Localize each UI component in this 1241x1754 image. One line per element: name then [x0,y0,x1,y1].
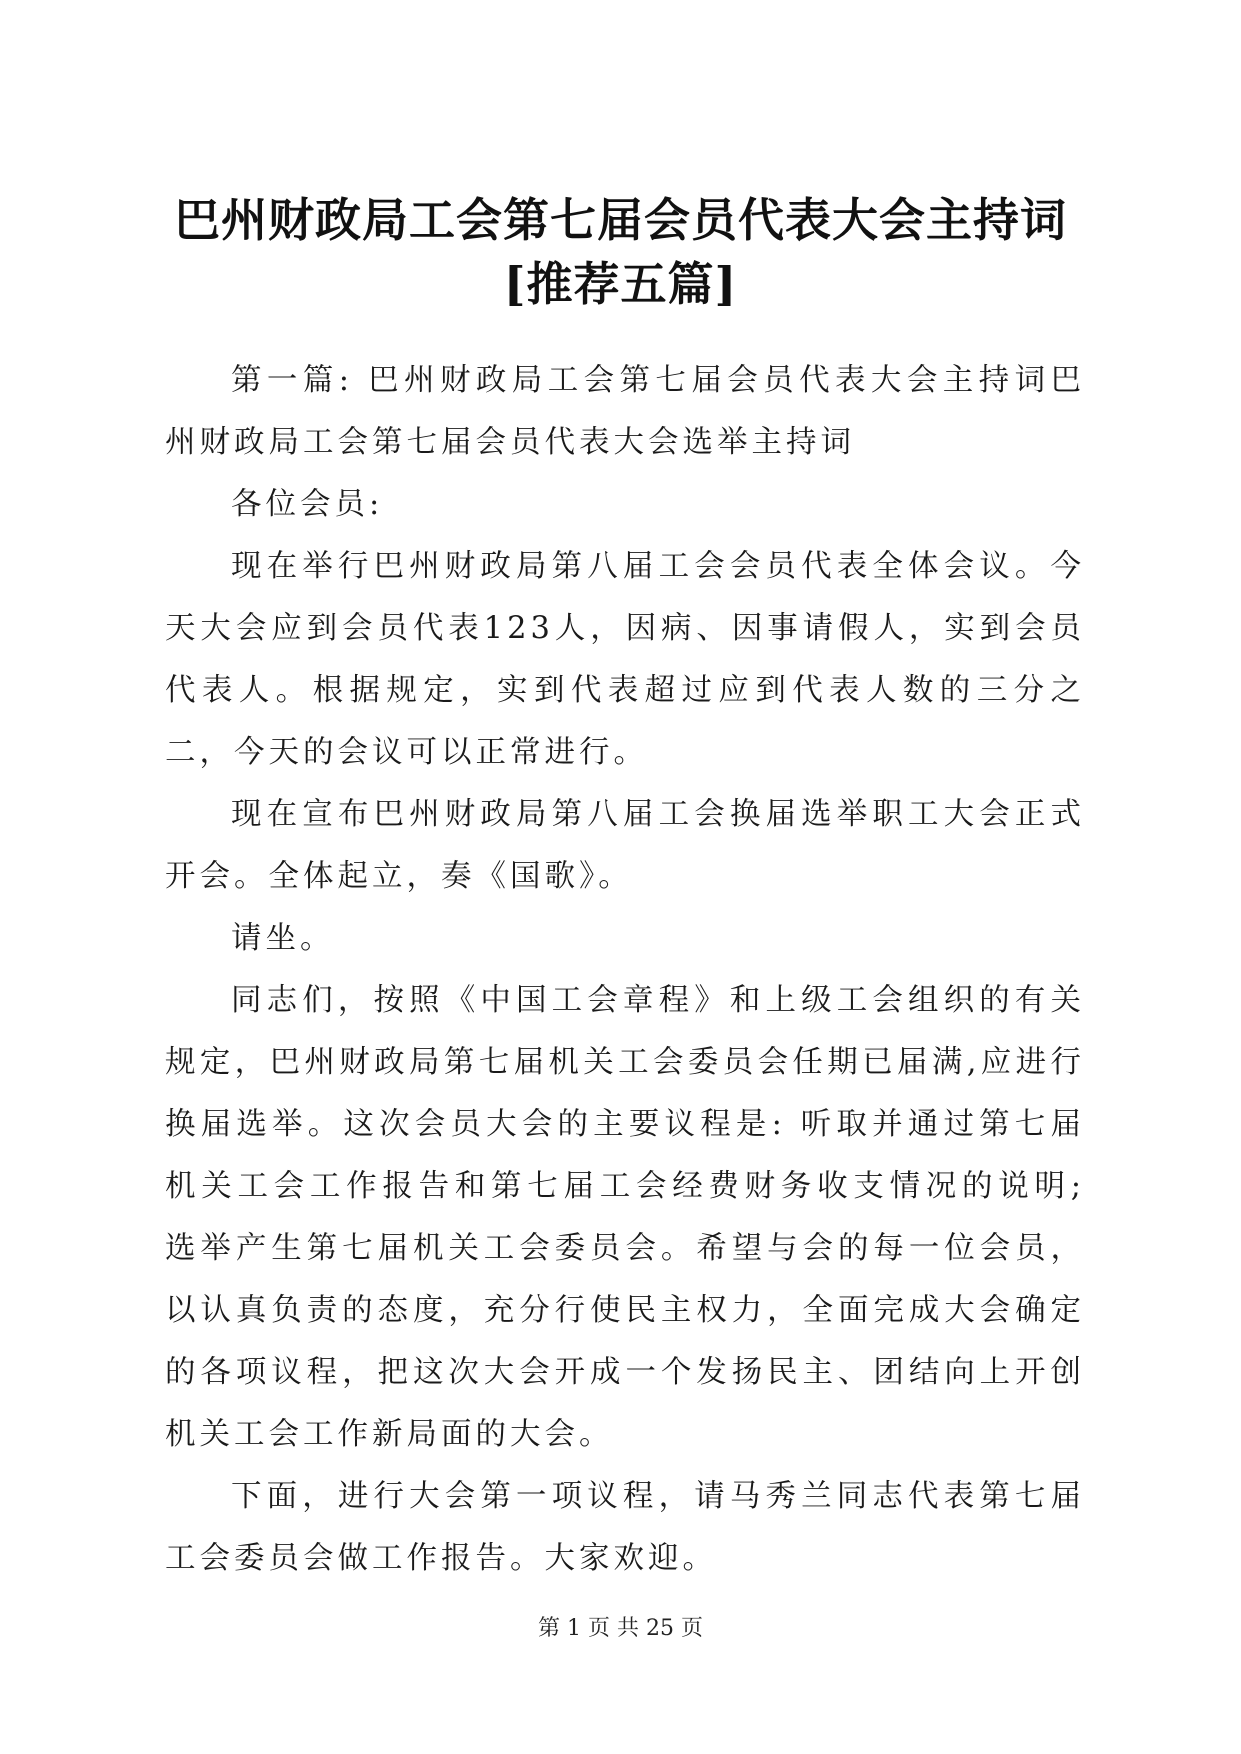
paragraph-7: 下面，进行大会第一项议程，请马秀兰同志代表第七届工会委员会做工作报告。大家欢迎。 [165,1479,1085,1576]
paragraph-4: 现在宣布巴州财政局第八届工会换届选举职工大会正式开会。全体起立，奏《国歌》。 [165,797,1085,894]
paragraph-1: 第一篇: 巴州财政局工会第七届会员代表大会主持词巴州财政局工会第七届会员代表大会选举主持词 [165,363,1085,460]
title-line-1: 巴州财政局工会第七届会员代表大会主持词 [174,193,1067,247]
paragraph-5: 请坐。 [231,921,335,956]
paragraph-2: 各位会员: [231,487,384,522]
document-title [150,188,1091,316]
paragraph-6: 同志们，按照《中国工会章程》和上级工会组织的有关规定，巴州财政局第七届机关工会委员会任期已届满,应进行换届选举。这次会员大会的主要议程是: 听取并通过第七届机关工会工作报告和第七届工会经费财务收支情况的说明; 选举产生第七届机关工会委员会。希望与会的每一位会员，以认真负责的态度，充分行使民主权力，全面完成大会确定的各项议程，把这次大会开成一个发扬民主、团结向上开创机关工会工作新局面的大会。 [165,983,1085,1452]
title-line-2: [推荐五篇] [503,257,738,311]
document-body [165,350,1085,1590]
page-footer: 第 1 页 共 25 页 [538,1616,703,1641]
paragraph-3: 现在举行巴州财政局第八届工会会员代表全体会议。今天大会应到会员代表123人，因病、因事请假人，实到会员代表人。根据规定，实到代表超过应到代表人数的三分之二，今天的会议可以正常进行。 [165,549,1085,770]
